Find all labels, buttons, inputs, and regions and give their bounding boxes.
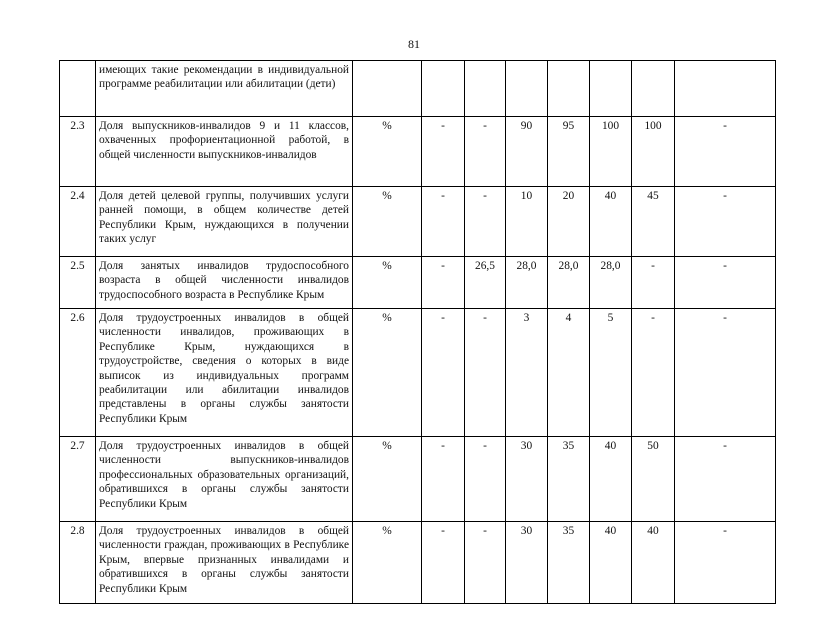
value-cell: - xyxy=(675,187,776,257)
value-cell: 35 xyxy=(548,522,590,604)
indicator-description-cell: имеющих такие рекомендации в индивидуальной программе реабилитации или абилитации (дети) xyxy=(96,61,353,117)
indicator-description-cell: Доля выпускников-инвалидов 9 и 11 классов, охваченных профориентационной работой, в общей численности выпускников-инвалидов xyxy=(96,117,353,187)
unit-cell: % xyxy=(353,522,422,604)
table-row xyxy=(60,522,776,604)
value-cell xyxy=(548,61,590,117)
row-number-cell: 2.6 xyxy=(60,309,96,437)
indicator-description-cell: Доля занятых инвалидов трудоспособного возраста в общей численности инвалидов трудоспособного возраста в Республике Крым xyxy=(96,257,353,309)
value-cell: 28,0 xyxy=(506,257,548,309)
indicator-description-cell: Доля трудоустроенных инвалидов в общей численности выпускников-инвалидов профессиональных образовательных организаций, обратившихся в органы службы занятости Республики Крым xyxy=(96,437,353,522)
value-cell xyxy=(465,61,506,117)
value-cell: - xyxy=(675,309,776,437)
value-cell: 90 xyxy=(506,117,548,187)
value-cell xyxy=(632,61,675,117)
indicator-description-cell: Доля трудоустроенных инвалидов в общей численности граждан, проживающих в Республике Крым, впервые признанных инвалидами и обратившихся в органы службы занятости Республики Крым xyxy=(96,522,353,604)
value-cell: 40 xyxy=(590,437,632,522)
value-cell: - xyxy=(422,522,465,604)
value-cell: - xyxy=(465,522,506,604)
table-row xyxy=(60,437,776,522)
value-cell: - xyxy=(465,187,506,257)
table-row xyxy=(60,117,776,187)
row-number-cell xyxy=(60,61,96,117)
value-cell: 40 xyxy=(590,187,632,257)
value-cell: - xyxy=(675,437,776,522)
value-cell: 5 xyxy=(590,309,632,437)
unit-cell xyxy=(353,61,422,117)
value-cell xyxy=(590,61,632,117)
value-cell: - xyxy=(422,117,465,187)
unit-cell: % xyxy=(353,309,422,437)
row-number-cell: 2.7 xyxy=(60,437,96,522)
value-cell: 40 xyxy=(590,522,632,604)
value-cell: - xyxy=(632,309,675,437)
value-cell: - xyxy=(422,187,465,257)
value-cell: 28,0 xyxy=(548,257,590,309)
value-cell: - xyxy=(675,117,776,187)
value-cell: - xyxy=(675,522,776,604)
row-number-cell: 2.3 xyxy=(60,117,96,187)
value-cell: - xyxy=(422,437,465,522)
value-cell: - xyxy=(465,309,506,437)
table-row xyxy=(60,309,776,437)
value-cell xyxy=(422,61,465,117)
table-body xyxy=(60,61,776,604)
indicator-description-cell: Доля детей целевой группы, получивших услуги ранней помощи, в общем количестве детей Республики Крым, нуждающихся в получении таких услуг xyxy=(96,187,353,257)
value-cell: 30 xyxy=(506,522,548,604)
row-number-cell: 2.4 xyxy=(60,187,96,257)
value-cell: 4 xyxy=(548,309,590,437)
value-cell: - xyxy=(422,309,465,437)
value-cell: 30 xyxy=(506,437,548,522)
value-cell: 10 xyxy=(506,187,548,257)
table-row xyxy=(60,257,776,309)
value-cell: - xyxy=(465,437,506,522)
value-cell: 100 xyxy=(632,117,675,187)
unit-cell: % xyxy=(353,117,422,187)
value-cell: - xyxy=(465,117,506,187)
value-cell: 28,0 xyxy=(590,257,632,309)
unit-cell: % xyxy=(353,437,422,522)
indicators-table xyxy=(59,60,776,604)
value-cell: 45 xyxy=(632,187,675,257)
value-cell: - xyxy=(422,257,465,309)
table-row xyxy=(60,187,776,257)
unit-cell: % xyxy=(353,187,422,257)
row-number-cell: 2.5 xyxy=(60,257,96,309)
value-cell xyxy=(675,61,776,117)
indicator-description-cell: Доля трудоустроенных инвалидов в общей численности инвалидов, проживающих в Республике Крым, нуждающихся в трудоустройстве, сведения о которых в виде выписок из индивидуальных программ реабилитации или абилитации инвалидов представлены в органы службы занятости Республики Крым xyxy=(96,309,353,437)
value-cell: 40 xyxy=(632,522,675,604)
value-cell: 20 xyxy=(548,187,590,257)
unit-cell: % xyxy=(353,257,422,309)
page-number: 81 xyxy=(408,37,420,51)
value-cell: 3 xyxy=(506,309,548,437)
value-cell: 100 xyxy=(590,117,632,187)
value-cell: 50 xyxy=(632,437,675,522)
value-cell: - xyxy=(675,257,776,309)
value-cell: - xyxy=(632,257,675,309)
value-cell: 35 xyxy=(548,437,590,522)
value-cell: 26,5 xyxy=(465,257,506,309)
table-row xyxy=(60,61,776,117)
value-cell xyxy=(506,61,548,117)
row-number-cell: 2.8 xyxy=(60,522,96,604)
value-cell: 95 xyxy=(548,117,590,187)
